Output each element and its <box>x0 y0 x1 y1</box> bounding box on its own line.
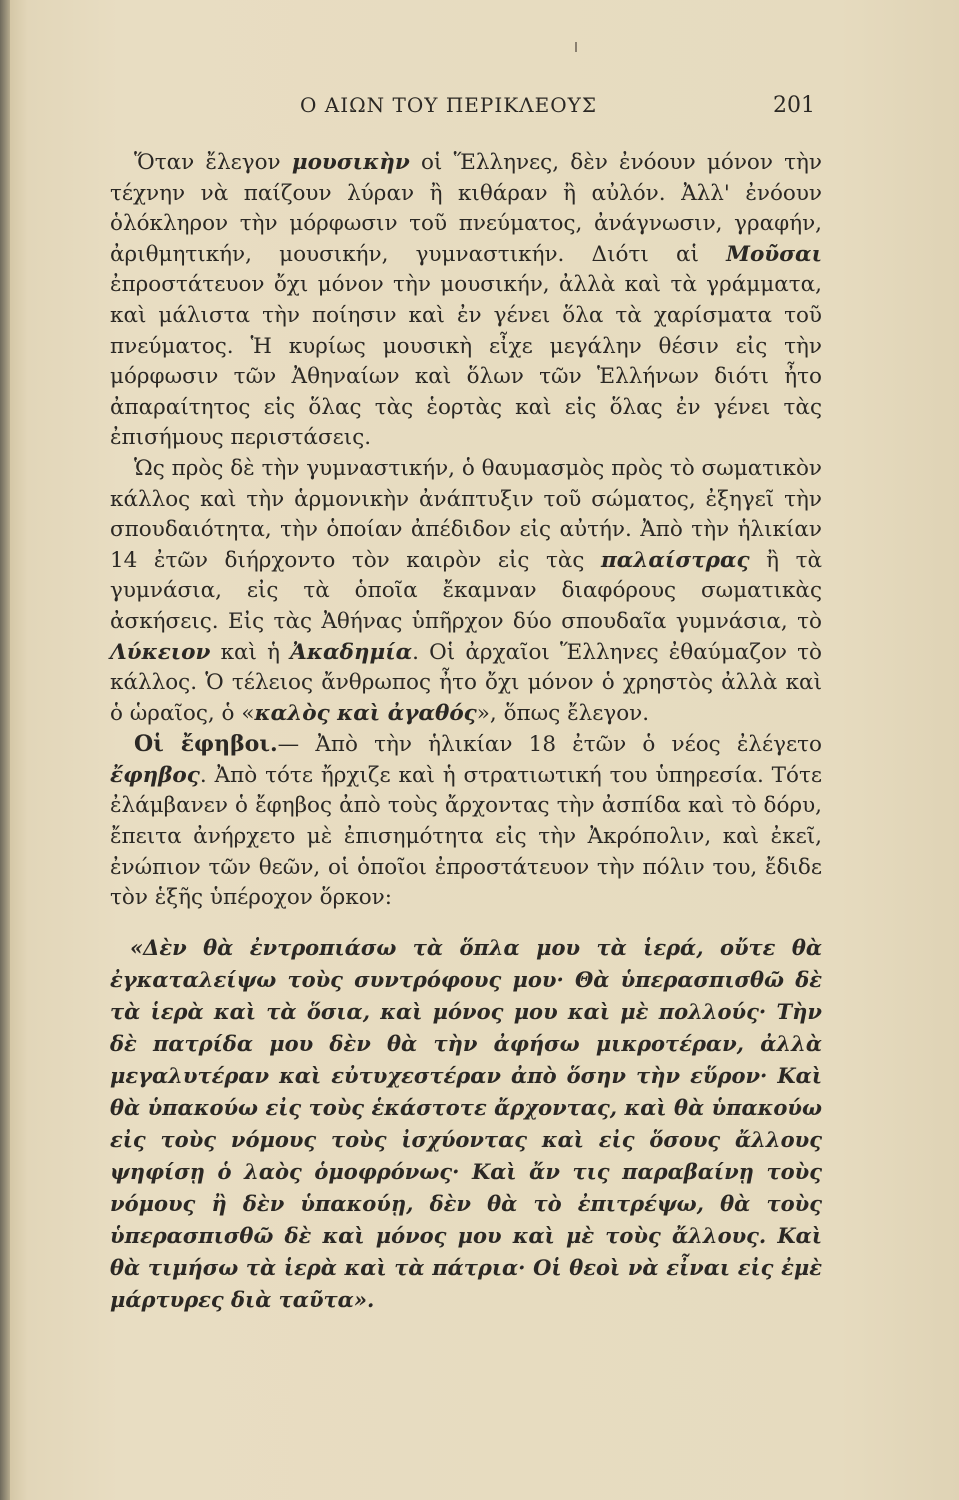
body-text <box>110 148 822 1316</box>
print-mark <box>575 42 577 52</box>
emphasis-term: καλὸς καὶ ἀγαθός <box>254 700 477 726</box>
section-heading: Οἱ ἔφηβοι. <box>134 731 278 758</box>
page-number: 201 <box>773 93 815 118</box>
paragraph-ephebes <box>110 729 822 914</box>
ephebic-oath-quote: «Δὲν θὰ ἐντροπιάσω τὰ ὅπλα μου τὰ ἱερά, οὔτε θὰ ἐγκαταλείψω τοὺς συντρόφους μου· Θὰ ὑπερασπισθῶ δὲ τὰ ἱερὰ καὶ τὰ ὅσια, καὶ μόνος μου καὶ μὲ πολλούς· Τὴν δὲ πατρίδα μου δὲν θὰ τὴν ἀφήσω μικροτέραν, ἀλλὰ μεγαλυτέραν καὶ εὐτυχεστέραν ἀπὸ ὅσην τὴν εὕρον· Καὶ θὰ ὑπακούω εἰς τοὺς ἑκάστοτε ἄρχοντας, καὶ θὰ ὑπακούω εἰς τοὺς νόμους τοὺς ἰσχύοντας καὶ εἰς ὅσους ἄλλους ψηφίσῃ ὁ λαὸς ὁμοφρόνως· Καὶ ἄν τις παραβαίνῃ τοὺς νόμους ἢ δὲν ὑπακούῃ, δὲν θὰ τὸ ἐπιτρέψω, θὰ τοὺς ὑπερασπισθῶ δὲ καὶ μόνος μου καὶ μὲ τοὺς ἄλλους. Καὶ θὰ τιμήσω τὰ ἱερὰ καὶ τὰ πάτρια· Οἱ θεοὶ νὰ εἶναι εἰς ἐμὲ μάρτυρες διὰ ταῦτα». <box>110 934 822 1312</box>
text-run: καὶ ἡ <box>210 639 291 665</box>
running-title: Ο ΑΙΩΝ ΤΟΥ ΠΕΡΙΚΛΕΟΥΣ <box>300 93 597 117</box>
text-run: ἐπροστάτευον ὄχι μόνον τὴν μουσικήν, ἀλλὰ καὶ τὰ γράμματα, καὶ μάλιστα τὴν ποίησιν καὶ ἐν γένει ὅλα τὰ χαρίσματα τοῦ πνεύματος. Ἡ κυρίως μουσικὴ εἶχε μεγάλην θέσιν εἰς τὴν μόρφωσιν τῶν Ἀθηναίων καὶ ὅλων τῶν Ἑλλήνων διότι ἦτο ἀπαραίτητος εἰς ὅλας τὰς ἑορτὰς καὶ εἰς ὅλας ἐν γένει τὰς ἐπισήμους περιστάσεις. <box>110 272 822 451</box>
text-run: Ὅταν ἔλεγον <box>134 150 292 175</box>
text-run: ἢ τὰ γυμνάσια, εἰς τὰ ὁποῖα ἔκαμναν διαφόρους σωματικὰς ἀσκήσεις. Εἰς τὰς Ἀθήνας ὑπῆρχον δύο σπουδαῖα γυμνάσια, τὸ <box>110 547 822 634</box>
text-run: . Οἱ ἀρχαῖοι Ἕλληνες ἐθαύμαζον τὸ κάλλος. Ὁ τέλειος ἄνθρωπος ἦτο ὄχι μόνον ὁ χρηστὸς ἀλλὰ καὶ ὁ ὡραῖος, ὁ « <box>110 639 822 726</box>
text-run: . Ἀπὸ τότε ἤρχιζε καὶ ἡ στρατιωτική του ὑπηρεσία. Τότε ἐλάμβανεν ὁ ἔφηβος ἀπὸ τοὺς ἄρχοντας τὴν ἀσπίδα καὶ τὸ δόρυ, ἔπειτα ἀνήρχετο μὲ ἐπισημότητα εἰς τὴν Ἀκρόπολιν, καὶ ἐκεῖ, ἐνώπιον τῶν θεῶν, οἱ ὁποῖοι ἐπροστάτευον τὴν πόλιν του, ἔδιδε τὸν ἑξῆς ὑπέροχον ὅρκον: <box>110 762 822 911</box>
emphasis-term: ἔφηβος <box>110 762 200 788</box>
page-binding-edge <box>0 0 10 1500</box>
emphasis-term: παλαίστρας <box>601 547 750 573</box>
paragraph-music <box>110 148 822 454</box>
text-run: οἱ Ἕλληνες, δὲν ἐνόουν μόνον τὴν τέχνην νὰ παίζουν λύραν ἢ κιθάραν ἢ αὐλόν. Ἀλλ' ἐνόουν ὁλόκληρον τὴν μόρφωσιν τοῦ πνεύματος, ἀνάγνωσιν, γραφήν, ἀριθμητικήν, μουσικήν, γυμναστικήν. Διότι αἱ <box>110 150 822 267</box>
page-header <box>110 93 815 127</box>
emphasis-term: μουσικὴν <box>291 150 410 175</box>
emphasis-term: Μοῦσαι <box>726 241 822 267</box>
text-run: Ὡς πρὸς δὲ τὴν γυμναστικήν, ὁ θαυμασμὸς πρὸς τὸ σωματικὸν κάλλος καὶ τὴν ἁρμονικὴν ἀνάπτυξιν τοῦ σώματος, ἐξηγεῖ τὴν σπουδαιότητα, τὴν ὁποίαν ἀπέδιδον εἰς αὐτήν. Ἀπὸ τὴν ἡλικίαν 14 ἐτῶν διήρχοντο τὸν καιρὸν εἰς τὰς <box>110 455 822 573</box>
paragraph-gymnastics <box>110 454 822 729</box>
text-run: », ὅπως ἔλεγον. <box>476 700 650 726</box>
text-run: — Ἀπὸ τὴν ἡλικίαν 18 ἐτῶν ὁ νέος ἐλέγετο <box>277 732 822 758</box>
emphasis-term: Ἀκαδημία <box>290 639 413 665</box>
emphasis-term: Λύκειον <box>110 639 211 665</box>
